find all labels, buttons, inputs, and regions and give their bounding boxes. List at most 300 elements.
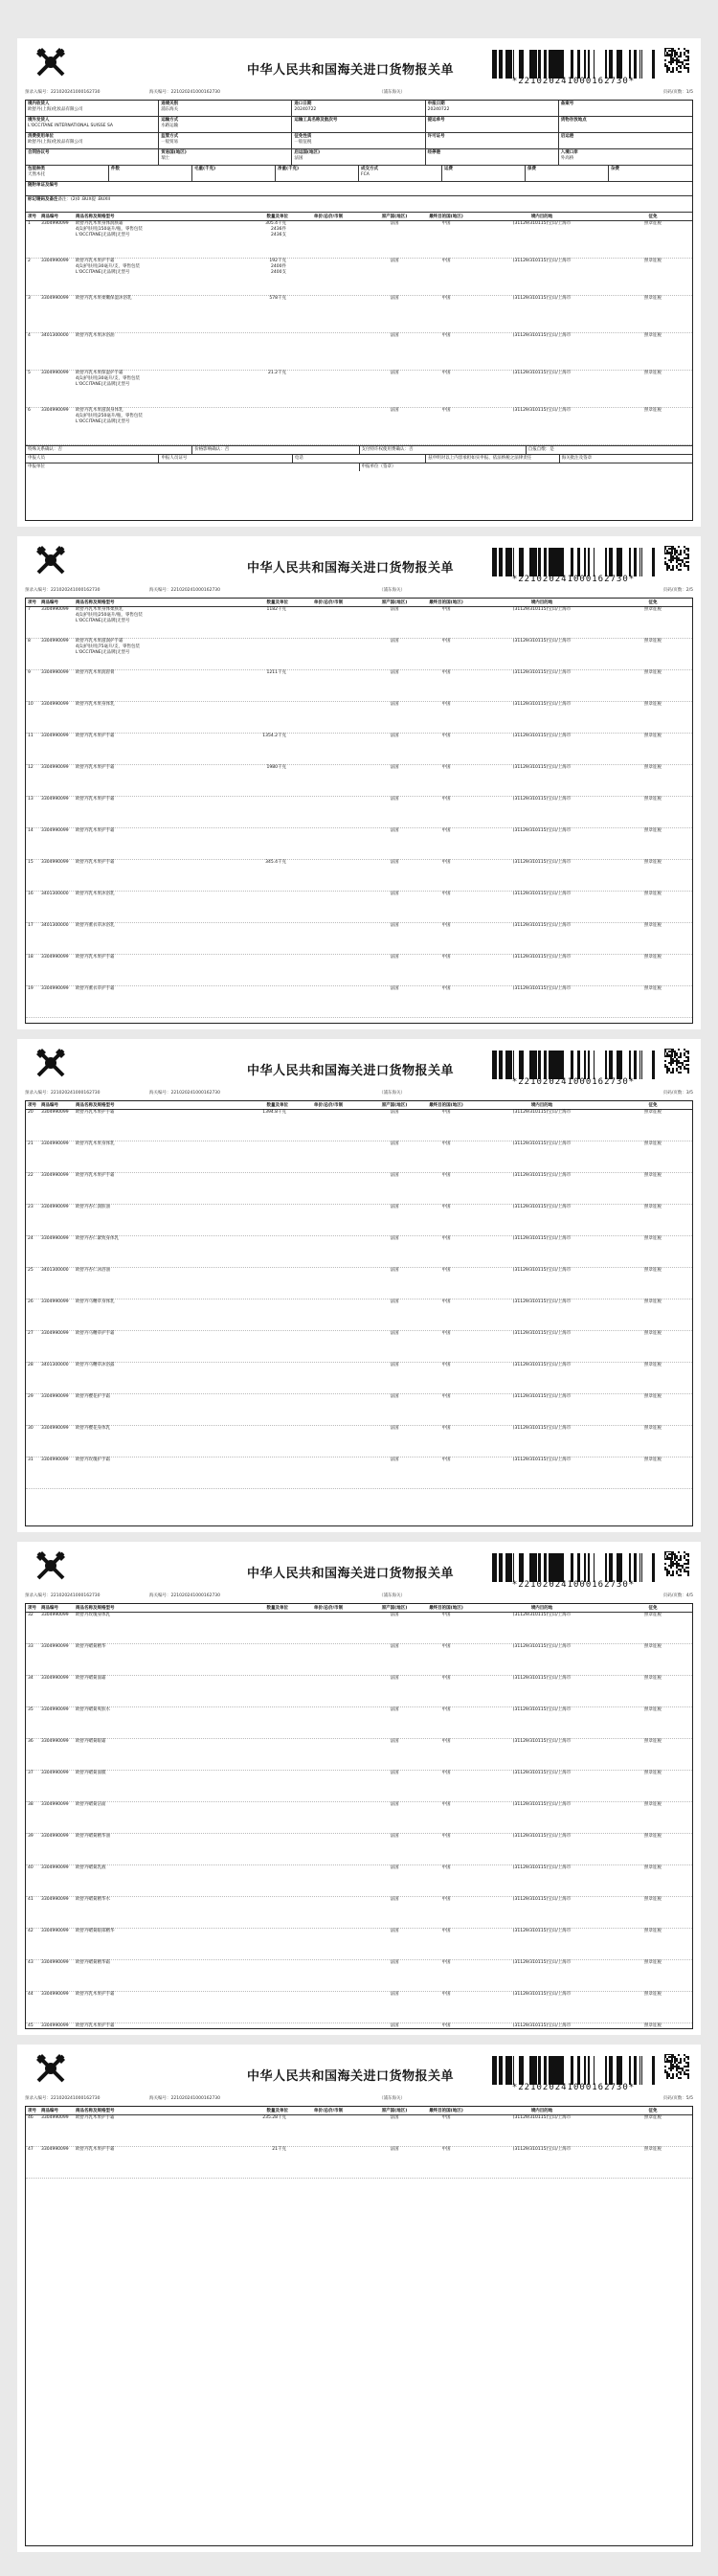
item-name: 欧舒丹蜡菊乳液	[76, 1865, 106, 1870]
item-number: 41	[28, 1897, 34, 1902]
item-name: 欧舒丹乳木果柔嫩保湿沐浴乳	[76, 296, 132, 301]
domestic-destination: (31129/310115)宝山/上海市	[512, 1865, 572, 1870]
item-number: 8	[28, 639, 31, 644]
table-row	[26, 333, 692, 371]
customs-number: 海关编号：221020241000162730	[149, 1593, 221, 1598]
column-header: 项号	[28, 1606, 36, 1611]
hs-code: 3304990099	[41, 765, 69, 770]
domestic-destination: (31129/310115)宝山/上海市	[512, 371, 572, 375]
origin-country: 法国	[390, 1897, 399, 1902]
exemption: 照章征税	[644, 892, 662, 896]
item-price	[290, 1141, 367, 1172]
origin-country: 法国	[390, 1299, 399, 1304]
field-label: 进口日期	[294, 102, 312, 106]
item-number: 32	[28, 1613, 34, 1617]
page-number-label: 页码/页数：	[662, 2096, 686, 2101]
item-quantity-cell	[204, 797, 290, 827]
item-name-cell	[74, 333, 204, 370]
column-header: 最终目的国(地区)	[429, 1606, 463, 1611]
field-value: 20240722	[427, 107, 450, 112]
destination-country: 中国	[441, 2115, 451, 2120]
item-name-cell	[74, 1236, 204, 1267]
item-name: 欧舒丹乳木果护手霜	[76, 955, 115, 960]
item-name-cell	[74, 1331, 204, 1362]
field-label: 包装种类	[28, 167, 45, 171]
field-label: 货物存放地点	[560, 118, 587, 123]
table-row	[26, 408, 692, 445]
item-name: 欧舒丹乳木果护手霜	[76, 2115, 115, 2120]
column-header: 商品编号	[41, 600, 58, 605]
item-quantity-cell	[204, 1236, 290, 1267]
item-name-cell	[74, 1929, 204, 1959]
destination-country: 中国	[441, 607, 451, 612]
column-header: 项号	[28, 2109, 36, 2113]
field-label: 入境口岸	[560, 150, 578, 155]
field-label: 运费	[444, 167, 453, 171]
origin-country: 法国	[390, 1739, 399, 1744]
item-name-cell	[74, 639, 204, 669]
column-header: 数量及单位	[266, 2109, 288, 2113]
item-price	[290, 1644, 367, 1675]
domestic-destination: (31129/310115)宝山/上海市	[512, 639, 572, 644]
customs-emblem-icon	[34, 2052, 67, 2085]
header-field	[159, 149, 292, 165]
exemption: 照章征税	[644, 955, 662, 960]
item-quantity-cell	[204, 1331, 290, 1362]
customs-name: （浦东海关）	[379, 1091, 405, 1096]
page-number	[571, 89, 693, 95]
exemption: 照章征税	[644, 1897, 662, 1902]
origin-country: 法国	[390, 1613, 399, 1617]
field-label: 贸易国(地区)	[161, 150, 187, 155]
column-header: 项号	[28, 215, 36, 219]
table-row	[26, 1205, 692, 1236]
hs-code: 3304990099	[41, 1613, 69, 1617]
hs-code: 3304990099	[41, 2147, 69, 2152]
item-name: 欧舒丹乳木果润唇膏	[76, 670, 115, 675]
page-number	[571, 1593, 693, 1598]
item-quantity-cell	[204, 1110, 290, 1141]
quantity-1: 305.4千克	[265, 221, 286, 226]
quantity-1: 1182千克	[266, 607, 286, 612]
column-header: 商品名称及规格型号	[76, 2109, 115, 2113]
exemption: 照章征税	[644, 1865, 662, 1870]
declaration-table	[25, 2106, 693, 2546]
column-header: 商品编号	[41, 215, 58, 219]
origin-country: 法国	[390, 1929, 399, 1933]
item-price	[290, 1394, 367, 1425]
page-4	[17, 1542, 701, 2035]
item-name-cell	[74, 1205, 204, 1235]
quantity-1: 345.4千克	[265, 860, 286, 865]
header-field	[159, 133, 292, 148]
origin-country: 法国	[390, 1992, 399, 1997]
item-name: 欧舒丹蜡菊面膜	[76, 1771, 106, 1775]
field-value: 欧舒丹(上海)化妆品有限公司	[28, 140, 83, 145]
header-field	[559, 133, 692, 148]
barcode-text: *221020241000162730*	[511, 575, 636, 584]
item-number: 23	[28, 1205, 34, 1209]
domestic-destination: (31129/310115)宝山/上海市	[512, 607, 572, 612]
exemption: 照章征税	[644, 1363, 662, 1367]
item-quantity-cell	[204, 1299, 290, 1330]
column-header: 境内目的地	[530, 215, 553, 219]
pre-entry-row	[25, 86, 693, 98]
item-name: 欧舒丹马鞭草身体乳	[76, 1299, 115, 1304]
table-row	[26, 296, 692, 333]
destination-country: 中国	[441, 828, 451, 833]
item-number: 4	[28, 333, 31, 338]
destination-country: 中国	[441, 923, 451, 928]
pre-entry-row	[25, 584, 693, 596]
item-name-cell	[74, 1992, 204, 2022]
item-name-cell	[74, 1897, 204, 1928]
domestic-destination: (31129/310115)宝山/上海市	[512, 1644, 572, 1649]
destination-country: 中国	[441, 860, 451, 865]
header-row5	[26, 166, 692, 182]
item-quantity-cell	[204, 2147, 290, 2178]
column-header: 原产国(地区)	[381, 600, 408, 605]
document-title: 中华人民共和国海关进口货物报关单	[247, 2069, 455, 2084]
destination-country: 中国	[441, 1141, 451, 1146]
hs-code: 3304990099	[41, 1802, 69, 1807]
item-name-cell	[74, 986, 204, 1017]
marks-label: 标记唛码及备注	[28, 197, 58, 202]
quantity-1: 235.28千克	[262, 2115, 286, 2120]
field-label: 进境关别	[161, 102, 179, 106]
domestic-destination: (31129/310115)宝山/上海市	[512, 1363, 572, 1367]
item-price	[290, 259, 367, 295]
item-quantity-cell	[204, 828, 290, 859]
item-price	[290, 2115, 367, 2146]
column-header: 单价/总价/币制	[313, 600, 344, 605]
item-price	[290, 296, 367, 332]
field-value: 欧舒丹(上海)化妆品有限公司	[28, 107, 83, 112]
domestic-destination: (31129/310115)宝山/上海市	[512, 221, 572, 226]
destination-country: 中国	[441, 408, 451, 413]
item-name: 欧舒丹乳木果身体乳	[76, 702, 115, 707]
origin-country: 法国	[390, 702, 399, 707]
header-field	[276, 166, 359, 181]
hs-code: 3304990099	[41, 2115, 69, 2120]
table-row	[26, 1644, 692, 1676]
item-number: 42	[28, 1929, 34, 1933]
customs-emblem-icon	[34, 544, 67, 576]
item-price	[290, 1613, 367, 1643]
item-quantity-cell	[204, 702, 290, 733]
domestic-destination: (31129/310115)宝山/上海市	[512, 296, 572, 301]
item-name-cell	[74, 408, 204, 444]
domestic-destination: (31129/310115)宝山/上海市	[512, 1299, 572, 1304]
header-field	[426, 149, 559, 165]
item-price	[290, 1992, 367, 2022]
customs-name: （浦东海关）	[379, 2096, 405, 2101]
column-header: 项号	[28, 600, 36, 605]
item-name: 欧舒丹乳木果身体乳	[76, 1141, 115, 1146]
column-header: 商品名称及规格型号	[76, 1606, 115, 1611]
hs-code: 3304990099	[41, 1929, 69, 1933]
item-number: 15	[28, 860, 34, 865]
domestic-destination: (31129/310115)宝山/上海市	[512, 923, 572, 928]
item-price	[290, 1707, 367, 1738]
destination-country: 中国	[441, 892, 451, 896]
item-name-cell	[74, 923, 204, 954]
customs-number: 海关编号：221020241000162730	[149, 2096, 221, 2101]
item-name-cell	[74, 734, 204, 764]
item-quantity-cell	[204, 1771, 290, 1801]
header-field	[292, 117, 425, 132]
header-field	[526, 166, 609, 181]
hs-code: 3304990099	[41, 1141, 69, 1146]
destination-country: 中国	[441, 1110, 451, 1115]
pre-entry-number: 预录入编号：221020241000162730	[25, 1593, 101, 1598]
footer-confirm: 价格影响确认：否	[192, 446, 359, 454]
origin-country: 法国	[390, 1394, 399, 1399]
item-name: 欧舒丹樱花身体乳	[76, 1426, 110, 1431]
table-row	[26, 670, 692, 702]
table-row	[26, 828, 692, 860]
hs-code: 3304990099	[41, 955, 69, 960]
column-header: 征免	[648, 1103, 658, 1108]
table-row	[26, 1771, 692, 1802]
item-name: 欧舒丹蜡菊眼部精华	[76, 1929, 115, 1933]
item-number: 40	[28, 1865, 34, 1870]
item-number: 30	[28, 1426, 34, 1431]
exemption: 照章征税	[644, 797, 662, 802]
item-price	[290, 828, 367, 859]
item-number: 2	[28, 259, 31, 263]
quantity-1: 1211千克	[266, 670, 286, 675]
page-number	[571, 587, 693, 593]
domestic-destination: (31129/310115)宝山/上海市	[512, 1394, 572, 1399]
exemption: 照章征税	[644, 1960, 662, 1965]
domestic-destination: (31129/310115)宝山/上海市	[512, 1426, 572, 1431]
domestic-destination: (31129/310115)宝山/上海市	[512, 1141, 572, 1146]
column-header: 数量及单位	[266, 600, 288, 605]
item-price	[290, 923, 367, 954]
item-name: 欧舒丹乳木果护手霜	[76, 734, 115, 738]
hs-code: 3401300000	[41, 333, 69, 338]
item-price	[290, 892, 367, 922]
exemption: 照章征税	[644, 333, 662, 338]
origin-country: 法国	[390, 923, 399, 928]
hs-code: 3304990099	[41, 797, 69, 802]
hs-code: 3304990099	[41, 1110, 69, 1115]
hs-code: 3304990099	[41, 1676, 69, 1681]
hs-code: 3304990099	[41, 1299, 69, 1304]
item-name: 欧舒丹乳木果滋润护手霜	[76, 639, 123, 644]
table-row	[26, 1236, 692, 1268]
item-quantity-cell	[204, 734, 290, 764]
origin-country: 法国	[390, 828, 399, 833]
item-quantity-cell	[204, 408, 290, 444]
domestic-destination: (31129/310115)宝山/上海市	[512, 1929, 572, 1933]
exemption: 照章征税	[644, 1173, 662, 1178]
item-quantity-cell	[204, 1802, 290, 1833]
item-name-cell	[74, 1707, 204, 1738]
destination-country: 中国	[441, 1771, 451, 1775]
table-row	[26, 1929, 692, 1960]
origin-country: 法国	[390, 986, 399, 991]
destination-country: 中国	[441, 1802, 451, 1807]
domestic-destination: (31129/310115)宝山/上海市	[512, 955, 572, 960]
column-header: 原产国(地区)	[381, 1103, 408, 1108]
hs-code: 3304990099	[41, 371, 69, 375]
exemption: 照章征税	[644, 1739, 662, 1744]
exemption: 照章征税	[644, 986, 662, 991]
item-name: 欧舒丹乳木果保湿护手霜	[76, 371, 123, 375]
header-field	[292, 133, 425, 148]
page-number-value: 2/5	[685, 588, 693, 593]
exemption: 照章征税	[644, 1613, 662, 1617]
table-row	[26, 1992, 692, 2023]
item-spec: 4|1|护肤用|150毫升/瓶，零售包装	[76, 227, 143, 232]
item-price	[290, 797, 367, 827]
domestic-destination: (31129/310115)宝山/上海市	[512, 1173, 572, 1178]
quantity-1: 192千克	[269, 259, 286, 263]
domestic-destination: (31129/310115)宝山/上海市	[512, 1205, 572, 1209]
destination-country: 中国	[441, 1676, 451, 1681]
table-row	[26, 639, 692, 670]
item-number: 39	[28, 1834, 34, 1839]
item-brand: L'OCCITANE|无品牌|无型号	[76, 619, 130, 623]
item-price	[290, 986, 367, 1017]
item-number: 36	[28, 1739, 34, 1744]
exemption: 照章征税	[644, 371, 662, 375]
header-field	[192, 166, 276, 181]
destination-country: 中国	[441, 1268, 451, 1273]
column-header: 征免	[648, 1606, 658, 1611]
table-row	[26, 1110, 692, 1141]
destination-country: 中国	[441, 1363, 451, 1367]
field-value: FCA	[361, 172, 370, 177]
document-title: 中华人民共和国海关进口货物报关单	[247, 561, 455, 576]
domestic-destination: (31129/310115)宝山/上海市	[512, 1739, 572, 1744]
exemption: 照章征税	[644, 259, 662, 263]
item-price	[290, 607, 367, 638]
table-row	[26, 1457, 692, 1489]
pre-entry-row	[25, 2092, 693, 2104]
item-quantity-cell	[204, 259, 290, 295]
destination-country: 中国	[441, 1739, 451, 1744]
hs-code: 3304990099	[41, 1739, 69, 1744]
items-table-header	[26, 1101, 692, 1110]
table-row	[26, 1676, 692, 1707]
table-row	[26, 860, 692, 892]
item-quantity-cell	[204, 1834, 290, 1864]
item-name-cell	[74, 2115, 204, 2146]
table-row	[26, 1331, 692, 1363]
header-field	[609, 166, 692, 181]
origin-country: 法国	[390, 607, 399, 612]
column-header: 项号	[28, 1103, 36, 1108]
table-row	[26, 1865, 692, 1897]
field-label: 保费	[527, 167, 536, 171]
item-spec: 4|1|护肤用|250毫升/瓶，零售包装	[76, 414, 143, 418]
table-row	[26, 797, 692, 828]
hs-code: 3304990099	[41, 639, 69, 644]
destination-country: 中国	[441, 259, 451, 263]
item-name: 欧舒丹蜡菊精华	[76, 1644, 106, 1649]
field-label: 提运单号	[427, 118, 445, 123]
item-number: 19	[28, 986, 34, 991]
declaration-footer-3	[26, 463, 692, 471]
exemption: 照章征税	[644, 2115, 662, 2120]
domestic-destination: (31129/310115)宝山/上海市	[512, 1268, 572, 1273]
item-quantity-cell	[204, 923, 290, 954]
domestic-destination: (31129/310115)宝山/上海市	[512, 1992, 572, 1997]
footer-field: 申报单位（签章）	[361, 464, 396, 469]
domestic-destination: (31129/310115)宝山/上海市	[512, 1707, 572, 1712]
item-number: 28	[28, 1363, 34, 1367]
item-price	[290, 1960, 367, 1991]
barcode-image	[492, 50, 655, 79]
quantity-3: 2436支	[271, 233, 286, 237]
hs-code: 3304990099	[41, 1960, 69, 1965]
items-table-header	[26, 2107, 692, 2115]
item-name: 欧舒丹薰衣草沐浴乳	[76, 923, 115, 928]
destination-country: 中国	[441, 1960, 451, 1965]
column-header: 境内目的地	[530, 1606, 553, 1611]
origin-country: 法国	[390, 1331, 399, 1336]
origin-country: 法国	[390, 1644, 399, 1649]
header-field	[426, 101, 559, 116]
origin-country: 法国	[390, 2147, 399, 2152]
footer-field: 申报人员	[26, 455, 159, 463]
exemption: 照章征税	[644, 1426, 662, 1431]
quantity-3: 2400支	[271, 270, 286, 275]
table-row	[26, 371, 692, 408]
column-header: 商品编号	[41, 1606, 58, 1611]
table-row	[26, 259, 692, 296]
hs-code: 3304990099	[41, 702, 69, 707]
field-label: 件数	[111, 167, 120, 171]
column-header: 境内目的地	[530, 2109, 553, 2113]
footer-field: 申报人员证号	[159, 455, 292, 463]
hs-code: 3304990099	[41, 1426, 69, 1431]
item-name-cell	[74, 765, 204, 796]
hs-code: 3304990099	[41, 1992, 69, 1997]
domestic-destination: (31129/310115)宝山/上海市	[512, 333, 572, 338]
field-label: 成交方式	[361, 167, 378, 171]
quantity-1: 1354.2千克	[262, 734, 286, 738]
column-header: 单价/总价/币制	[313, 2109, 344, 2113]
domestic-destination: (31129/310115)宝山/上海市	[512, 1457, 572, 1462]
item-price	[290, 1929, 367, 1959]
item-number: 17	[28, 923, 34, 928]
column-header: 原产国(地区)	[381, 215, 408, 219]
destination-country: 中国	[441, 986, 451, 991]
page-number-value: 4/5	[685, 1593, 693, 1598]
item-name: 欧舒丹杏仁沐浴油	[76, 1268, 110, 1273]
field-label: 启运国(地区)	[294, 150, 321, 155]
item-name: 欧舒丹马鞭草护手霜	[76, 1331, 115, 1336]
destination-country: 中国	[441, 639, 451, 644]
item-name: 欧舒丹乳木果身体润肤霜	[76, 221, 123, 226]
column-header: 商品名称及规格型号	[76, 1103, 115, 1108]
destination-country: 中国	[441, 1457, 451, 1462]
column-header: 最终目的国(地区)	[429, 1103, 463, 1108]
destination-country: 中国	[441, 1929, 451, 1933]
qr-code-image	[664, 2054, 689, 2079]
item-spec: 4|1|护肤用|30毫升/支，零售包装	[76, 264, 141, 269]
item-quantity-cell	[204, 333, 290, 370]
hs-code: 3401300000	[41, 1268, 69, 1273]
item-number: 26	[28, 1299, 34, 1304]
item-price	[290, 955, 367, 985]
destination-country: 中国	[441, 1644, 451, 1649]
qr-code-image	[664, 1049, 689, 1073]
